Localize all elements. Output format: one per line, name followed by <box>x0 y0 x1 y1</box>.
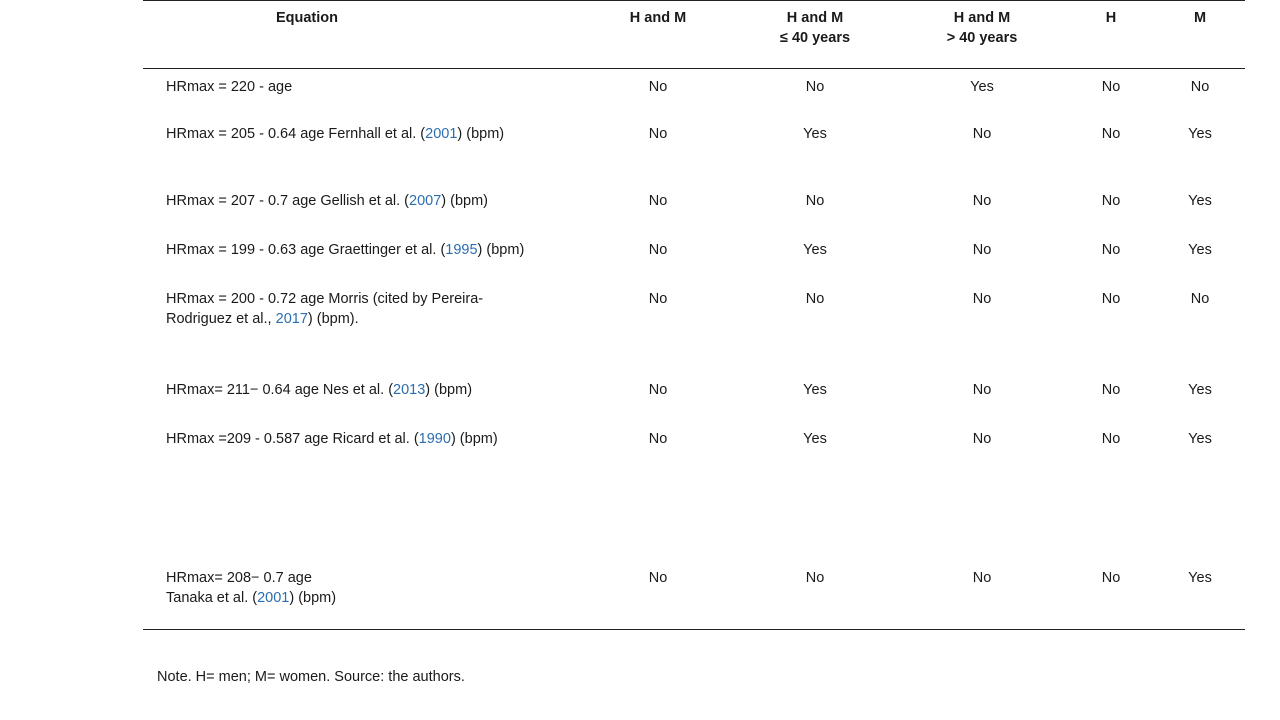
equation-cell <box>166 191 546 211</box>
equation-cell <box>166 380 546 400</box>
header-h-and-m-le-40-line2: ≤ 40 years <box>779 30 851 46</box>
equation-suffix: ) (bpm) <box>289 590 337 606</box>
equation-cell <box>166 289 496 329</box>
equation-suffix: ) (bpm) <box>477 242 525 258</box>
cell-h-and-m: No <box>648 79 668 95</box>
equation-suffix: ) (bpm) <box>450 431 498 447</box>
cell-le-40: Yes <box>803 126 827 142</box>
cell-h: No <box>1101 193 1121 209</box>
cell-m: Yes <box>1188 242 1212 258</box>
cell-le-40: Yes <box>803 242 827 258</box>
cell-m: Yes <box>1188 126 1212 142</box>
header-h: H <box>1105 10 1117 26</box>
header-h-and-m-le-40-line1: H and M <box>786 10 844 26</box>
equation-suffix: ) (bpm) <box>425 382 473 398</box>
header-h-and-m-gt-40-line2: > 40 years <box>946 30 1018 46</box>
citation-link[interactable]: 2001 <box>425 126 458 142</box>
cell-m: No <box>1190 79 1210 95</box>
cell-gt-40: No <box>972 431 992 447</box>
equation-text: HRmax = 207 - 0.7 age Gellish et al. ( <box>166 193 409 209</box>
cell-h-and-m: No <box>648 570 668 586</box>
cell-m: Yes <box>1188 570 1212 586</box>
cell-gt-40: Yes <box>970 79 994 95</box>
cell-gt-40: No <box>972 291 992 307</box>
header-h-and-m: H and M <box>629 10 687 26</box>
equation-cell <box>166 240 586 260</box>
equation-text: HRmax =209 - 0.587 age Ricard et al. ( <box>166 431 419 447</box>
bottom-rule <box>143 629 1245 630</box>
cell-m: Yes <box>1188 431 1212 447</box>
citation-link[interactable]: 2001 <box>257 590 290 606</box>
cell-h-and-m: No <box>648 193 668 209</box>
cell-le-40: No <box>805 291 825 307</box>
cell-m: No <box>1190 291 1210 307</box>
header-m: M <box>1193 10 1207 26</box>
citation-link[interactable]: 2007 <box>409 193 442 209</box>
cell-h-and-m: No <box>648 291 668 307</box>
table-note: Note. H= men; M= women. Source: the authors. <box>157 669 465 685</box>
equation-text: HRmax = 220 - age <box>166 79 293 95</box>
cell-gt-40: No <box>972 382 992 398</box>
header-equation: Equation <box>275 10 339 26</box>
cell-gt-40: No <box>972 570 992 586</box>
equation-cell <box>166 429 546 449</box>
equation-cell <box>166 568 546 608</box>
equation-text: HRmax= 208− 0.7 age <box>166 570 312 586</box>
cell-h-and-m: No <box>648 431 668 447</box>
equation-suffix: ) (bpm). <box>307 311 359 327</box>
cell-m: Yes <box>1188 382 1212 398</box>
cell-le-40: No <box>805 193 825 209</box>
header-h-and-m-gt-40 <box>947 8 1018 48</box>
equation-suffix: ) (bpm) <box>441 193 488 209</box>
cell-h: No <box>1101 126 1121 142</box>
cell-h: No <box>1101 382 1121 398</box>
citation-link[interactable]: 1990 <box>418 431 451 447</box>
cell-h: No <box>1101 79 1121 95</box>
equation-author: Tanaka et al. ( <box>166 590 258 606</box>
cell-m: Yes <box>1188 193 1212 209</box>
cell-gt-40: No <box>972 193 992 209</box>
equation-text: HRmax= 211− 0.64 age Nes et al. ( <box>166 382 394 398</box>
cell-h-and-m: No <box>648 242 668 258</box>
cell-gt-40: No <box>972 126 992 142</box>
cell-h: No <box>1101 570 1121 586</box>
cell-le-40: Yes <box>803 382 827 398</box>
equation-cell <box>166 124 546 144</box>
equation-text: HRmax = 200 - 0.72 age Morris (cited by Pereira-Rodriguez et al., <box>166 291 484 327</box>
citation-link[interactable]: 1995 <box>445 242 478 258</box>
citation-link[interactable]: 2017 <box>275 311 308 327</box>
cell-h-and-m: No <box>648 382 668 398</box>
cell-gt-40: No <box>972 242 992 258</box>
cell-le-40: No <box>805 570 825 586</box>
equation-text: HRmax = 199 - 0.63 age Graettinger et al. ( <box>166 242 446 258</box>
cell-le-40: Yes <box>803 431 827 447</box>
equation-suffix: ) (bpm) <box>457 126 505 142</box>
header-h-and-m-gt-40-line1: H and M <box>953 10 1011 26</box>
cell-le-40: No <box>805 79 825 95</box>
cell-h: No <box>1101 431 1121 447</box>
cell-h: No <box>1101 291 1121 307</box>
header-rule <box>143 68 1245 69</box>
equation-text: HRmax = 205 - 0.64 age Fernhall et al. ( <box>166 126 426 142</box>
cell-h: No <box>1101 242 1121 258</box>
citation-link[interactable]: 2013 <box>393 382 426 398</box>
header-h-and-m-le-40 <box>780 8 850 48</box>
top-rule <box>143 0 1245 1</box>
equation-cell <box>166 77 546 97</box>
cell-h-and-m: No <box>648 126 668 142</box>
